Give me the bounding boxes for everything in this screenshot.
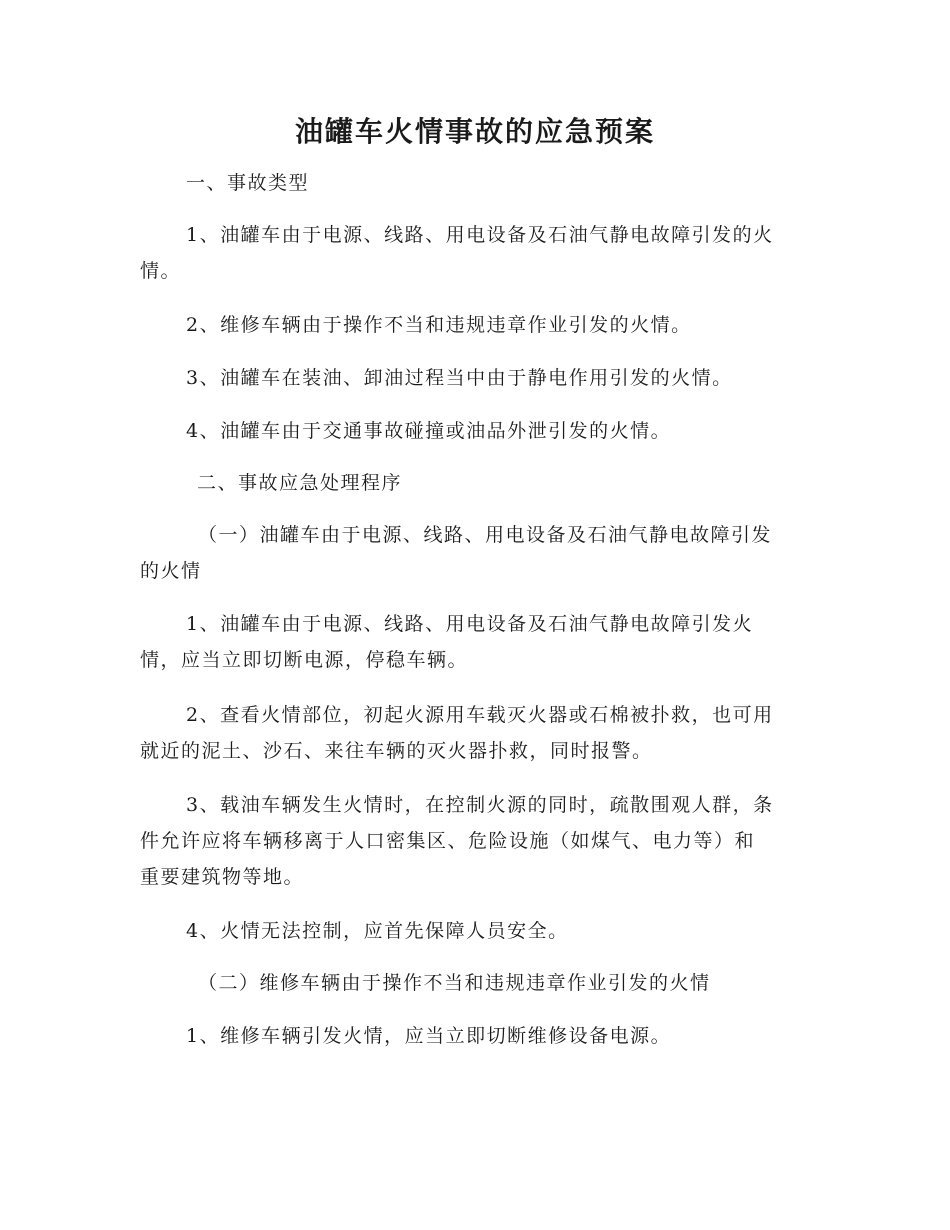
subsection-heading-2	[140, 965, 810, 1001]
paragraph-type-4	[140, 413, 810, 449]
paragraph-line: 1、油罐车由于电源、线路、用电设备及石油气静电故障引发火	[186, 613, 754, 635]
paragraph-type-3	[140, 360, 810, 396]
paragraph-line: 的火情	[140, 560, 202, 582]
section-heading-emergency-procedure	[197, 465, 867, 501]
paragraph-procedure-1-1	[140, 606, 810, 678]
paragraph-type-1	[140, 217, 810, 289]
paragraph-line: 重要建筑物等地。	[140, 866, 305, 888]
paragraph-procedure-1-3	[140, 787, 810, 895]
paragraph-line: 情，应当立即切断电源，停稳车辆。	[140, 649, 469, 671]
paragraph-type-2	[140, 307, 810, 343]
paragraph-line: 1、油罐车由于电源、线路、用电设备及石油气静电故障引发的火	[186, 224, 774, 246]
paragraph-line: 2、维修车辆由于操作不当和违规违章作业引发的火情。	[186, 314, 692, 336]
document-title: 油罐车火情事故的应急预案	[294, 115, 655, 148]
paragraph-line: 就近的泥土、沙石、来往车辆的灭火器扑救，同时报警。	[140, 740, 653, 762]
paragraph-line: 3、油罐车在装油、卸油过程当中由于静电作用引发的火情。	[186, 367, 733, 389]
paragraph-line: （二）维修车辆由于操作不当和违规违章作业引发的火情	[198, 972, 711, 994]
section-heading-text: 二、事故应急处理程序	[197, 472, 403, 494]
paragraph-line: 4、油罐车由于交通事故碰撞或油品外泄引发的火情。	[186, 420, 672, 442]
paragraph-procedure-1-2	[140, 697, 810, 769]
paragraph-line: （一）油罐车由于电源、线路、用电设备及石油气静电故障引发	[198, 524, 773, 546]
paragraph-line: 件允许应将车辆移离于人口密集区、危险设施（如煤气、电力等）和	[140, 830, 756, 852]
paragraph-line: 4、火情无法控制，应首先保障人员安全。	[186, 920, 569, 942]
paragraph-line: 1、维修车辆引发火情，应当立即切断维修设备电源。	[186, 1025, 672, 1047]
section-heading-accident-types	[186, 165, 856, 201]
paragraph-procedure-2-1	[140, 1018, 810, 1054]
paragraph-line: 3、载油车辆发生火情时，在控制火源的同时，疏散围观人群，条	[186, 794, 774, 816]
section-heading-text: 一、事故类型	[186, 172, 310, 194]
paragraph-procedure-1-4	[140, 913, 810, 949]
paragraph-line: 2、查看火情部位，初起火源用车载灭火器或石棉被扑救，也可用	[186, 704, 774, 726]
paragraph-line: 情。	[140, 260, 182, 282]
subsection-heading-1	[140, 517, 810, 589]
